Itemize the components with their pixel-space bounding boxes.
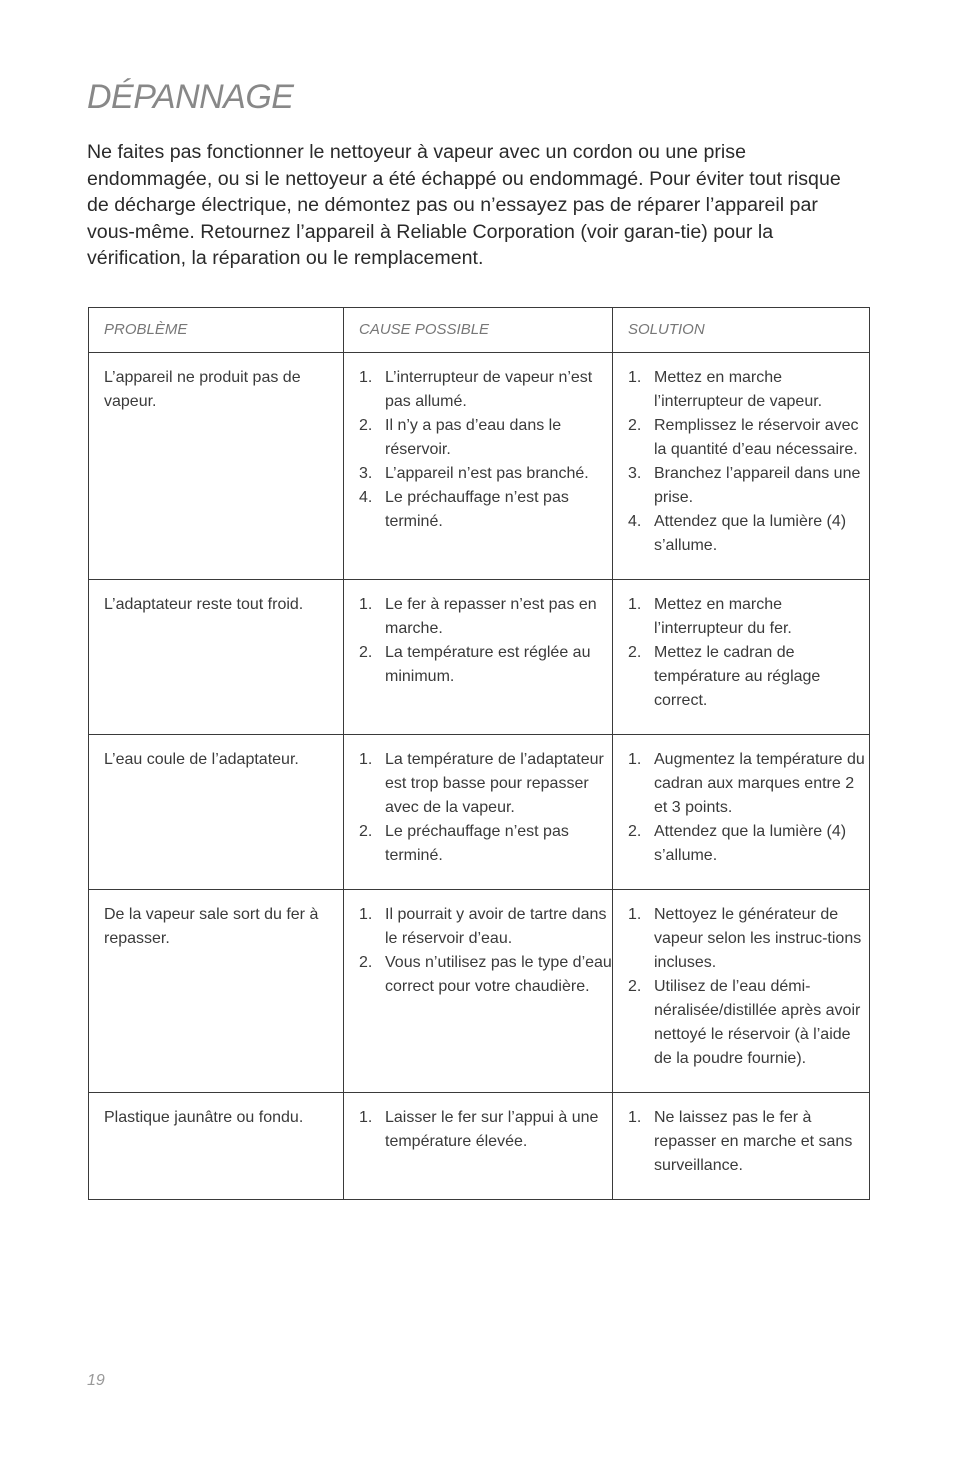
solution-text: Nettoyez le générateur de vapeur selon les instruc-tions incluses. <box>654 906 862 971</box>
list-number: 2. <box>628 823 642 840</box>
cause-cell <box>344 735 613 890</box>
list-number: 2. <box>359 417 373 434</box>
cause-text: L’interrupteur de vapeur n’est pas allumé. <box>385 369 593 410</box>
solution-list <box>628 366 869 558</box>
list-number: 3. <box>359 465 373 482</box>
solution-list <box>628 593 869 713</box>
solution-text: Attendez que la lumière (4) s’allume. <box>654 513 847 554</box>
solution-list <box>628 748 869 868</box>
list-number: 1. <box>359 751 373 768</box>
cause-text: L’appareil n’est pas branché. <box>385 465 589 482</box>
solution-list-item <box>628 366 869 414</box>
solution-cell <box>613 353 870 580</box>
solution-list-item <box>628 975 869 1071</box>
solution-list-item <box>628 903 869 975</box>
list-number: 2. <box>628 978 642 995</box>
list-number: 1. <box>628 1109 642 1126</box>
cause-list-item <box>359 641 612 689</box>
cause-text: La température est réglée au minimum. <box>385 644 591 685</box>
solution-cell <box>613 580 870 735</box>
list-number: 4. <box>359 489 373 506</box>
cause-text: La température de l’adaptateur est trop basse pour repasser avec de la vapeur. <box>385 751 604 816</box>
table-row <box>89 1093 870 1200</box>
list-number: 1. <box>359 1109 373 1126</box>
solution-cell <box>613 735 870 890</box>
cause-list <box>359 748 612 868</box>
solution-text: Augmentez la température du cadran aux marques entre 2 et 3 points. <box>654 751 865 816</box>
list-number: 1. <box>359 596 373 613</box>
solution-list-item <box>628 748 869 820</box>
solution-list-item <box>628 593 869 641</box>
page-number: 19 <box>87 1372 105 1389</box>
cause-text: Le préchauffage n’est pas terminé. <box>385 823 569 864</box>
list-number: 1. <box>628 369 642 386</box>
header-problem: PROBLÈME <box>89 308 344 353</box>
page-title: DÉPANNAGE <box>87 78 294 116</box>
cause-list-item <box>359 462 612 486</box>
solution-text: Mettez en marche l’interrupteur du fer. <box>654 596 792 637</box>
list-number: 2. <box>359 644 373 661</box>
list-number: 1. <box>628 751 642 768</box>
solution-text: Mettez le cadran de température au réglage correct. <box>654 644 821 709</box>
cause-list-item <box>359 486 612 534</box>
list-number: 1. <box>628 596 642 613</box>
cause-list-item <box>359 366 612 414</box>
list-number: 1. <box>359 369 373 386</box>
solution-list-item <box>628 510 869 558</box>
cause-cell <box>344 353 613 580</box>
table-row <box>89 580 870 735</box>
header-cause: CAUSE POSSIBLE <box>344 308 613 353</box>
table-row <box>89 890 870 1093</box>
cause-list-item <box>359 903 612 951</box>
cause-text: Le préchauffage n’est pas terminé. <box>385 489 569 530</box>
cause-list-item <box>359 593 612 641</box>
solution-list-item <box>628 414 869 462</box>
cause-text: Vous n’utilisez pas le type d’eau correct pour votre chaudière. <box>385 954 612 995</box>
table-body <box>89 353 870 1200</box>
solution-text: Utilisez de l’eau démi-néralisée/distillée après avoir nettoyé le réservoir (à l’aide de la poudre fournie). <box>654 978 861 1067</box>
cause-list <box>359 366 612 534</box>
cause-list-item <box>359 748 612 820</box>
list-number: 2. <box>628 417 642 434</box>
solution-cell <box>613 890 870 1093</box>
cause-list <box>359 1106 612 1154</box>
list-number: 2. <box>628 644 642 661</box>
solution-list-item <box>628 1106 869 1178</box>
cause-list <box>359 593 612 689</box>
solution-list <box>628 1106 869 1178</box>
solution-text: Mettez en marche l’interrupteur de vapeur. <box>654 369 823 410</box>
list-number: 1. <box>359 906 373 923</box>
header-solution: SOLUTION <box>613 308 870 353</box>
problem-cell: De la vapeur sale sort du fer à repasser. <box>89 890 344 1093</box>
solution-cell <box>613 1093 870 1200</box>
list-number: 4. <box>628 513 642 530</box>
cause-list <box>359 903 612 999</box>
cause-list-item <box>359 414 612 462</box>
problem-cell: L’eau coule de l’adaptateur. <box>89 735 344 890</box>
solution-text: Remplissez le réservoir avec la quantité d’eau nécessaire. <box>654 417 859 458</box>
problem-cell: L’appareil ne produit pas de vapeur. <box>89 353 344 580</box>
solution-list-item <box>628 820 869 868</box>
table-row <box>89 735 870 890</box>
solution-text: Ne laissez pas le fer à repasser en marche et sans surveillance. <box>654 1109 853 1174</box>
table-header-row <box>89 308 870 353</box>
cause-text: Le fer à repasser n’est pas en marche. <box>385 596 597 637</box>
troubleshooting-table <box>88 307 870 1200</box>
solution-text: Branchez l’appareil dans une prise. <box>654 465 861 506</box>
table-row <box>89 353 870 580</box>
solution-text: Attendez que la lumière (4) s’allume. <box>654 823 847 864</box>
list-number: 1. <box>628 906 642 923</box>
cause-list-item <box>359 951 612 999</box>
cause-list-item <box>359 820 612 868</box>
solution-list <box>628 903 869 1071</box>
cause-text: Il pourrait y avoir de tartre dans le réservoir d’eau. <box>385 906 607 947</box>
cause-text: Il n’y a pas d’eau dans le réservoir. <box>385 417 562 458</box>
problem-cell: L’adaptateur reste tout froid. <box>89 580 344 735</box>
list-number: 3. <box>628 465 642 482</box>
cause-cell <box>344 1093 613 1200</box>
solution-list-item <box>628 641 869 713</box>
list-number: 2. <box>359 823 373 840</box>
intro-paragraph: Ne faites pas fonctionner le nettoyeur à vapeur avec un cordon ou une prise endommagée, ou si le nettoyeur a été échappé ou endommagé. Pour éviter tout risque de décharge électrique, ne démontez pas ou n’essayez pas de réparer l’appareil par vous-même. Retournez l’appareil à Reliable Corporation (voir garan-tie) pour la vérification, la réparation ou le remplacement. <box>87 141 841 269</box>
solution-list-item <box>628 462 869 510</box>
cause-cell <box>344 580 613 735</box>
list-number: 2. <box>359 954 373 971</box>
cause-list-item <box>359 1106 612 1154</box>
cause-text: Laisser le fer sur l’appui à une température élevée. <box>385 1109 599 1150</box>
problem-cell: Plastique jaunâtre ou fondu. <box>89 1093 344 1200</box>
cause-cell <box>344 890 613 1093</box>
